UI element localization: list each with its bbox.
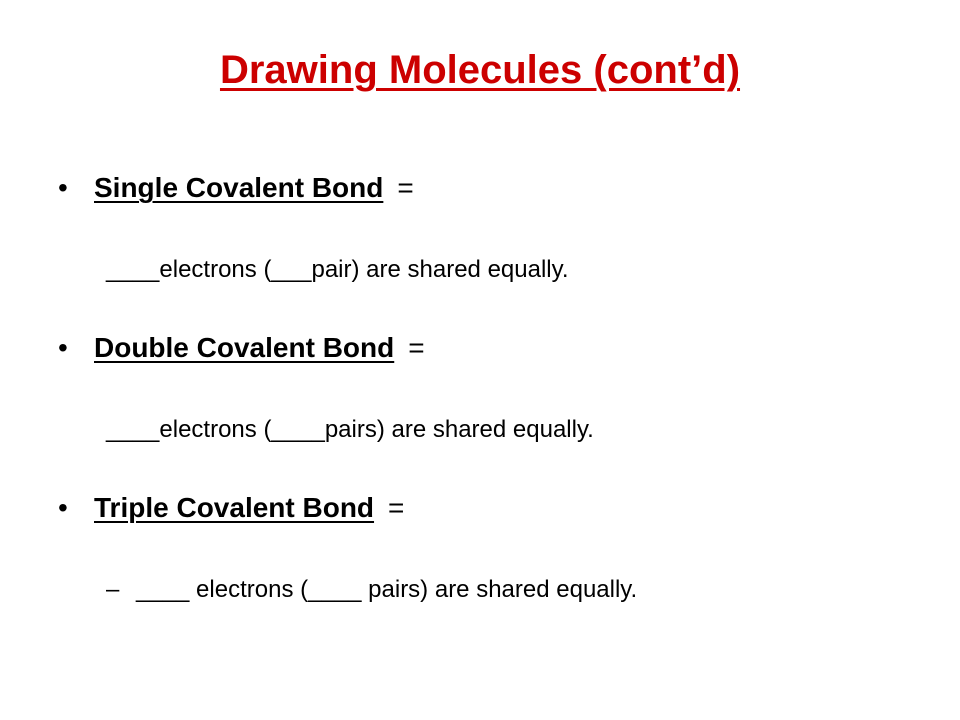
bullet-term: Single Covalent Bond — [94, 172, 384, 203]
bullet-equals: = — [388, 492, 405, 523]
bullet-marker: • — [58, 332, 68, 363]
sub-item-single-covalent-bond — [106, 253, 569, 287]
slide-title — [0, 40, 960, 100]
sub-item-dash: – — [106, 576, 120, 603]
sub-item-text: ____electrons (___pair) are shared equally. — [106, 256, 569, 283]
bullet-double-covalent-bond — [58, 328, 425, 368]
bullet-term: Double Covalent Bond — [94, 332, 395, 363]
sub-item-text: ____electrons (____pairs) are shared equally. — [106, 416, 594, 443]
bullet-term: Triple Covalent Bond — [94, 492, 375, 523]
sub-item-text: ____ electrons (____ pairs) are shared equally. — [136, 576, 638, 603]
bullet-single-covalent-bond — [58, 168, 414, 208]
bullet-triple-covalent-bond — [58, 488, 404, 528]
sub-item-double-covalent-bond — [106, 413, 594, 447]
slide-title-text: Drawing Molecules (cont’d) — [219, 48, 741, 92]
bullet-equals: = — [408, 332, 425, 363]
bullet-marker: • — [58, 172, 68, 203]
sub-item-triple-covalent-bond — [106, 573, 637, 607]
bullet-equals: = — [397, 172, 414, 203]
bullet-marker: • — [58, 492, 68, 523]
